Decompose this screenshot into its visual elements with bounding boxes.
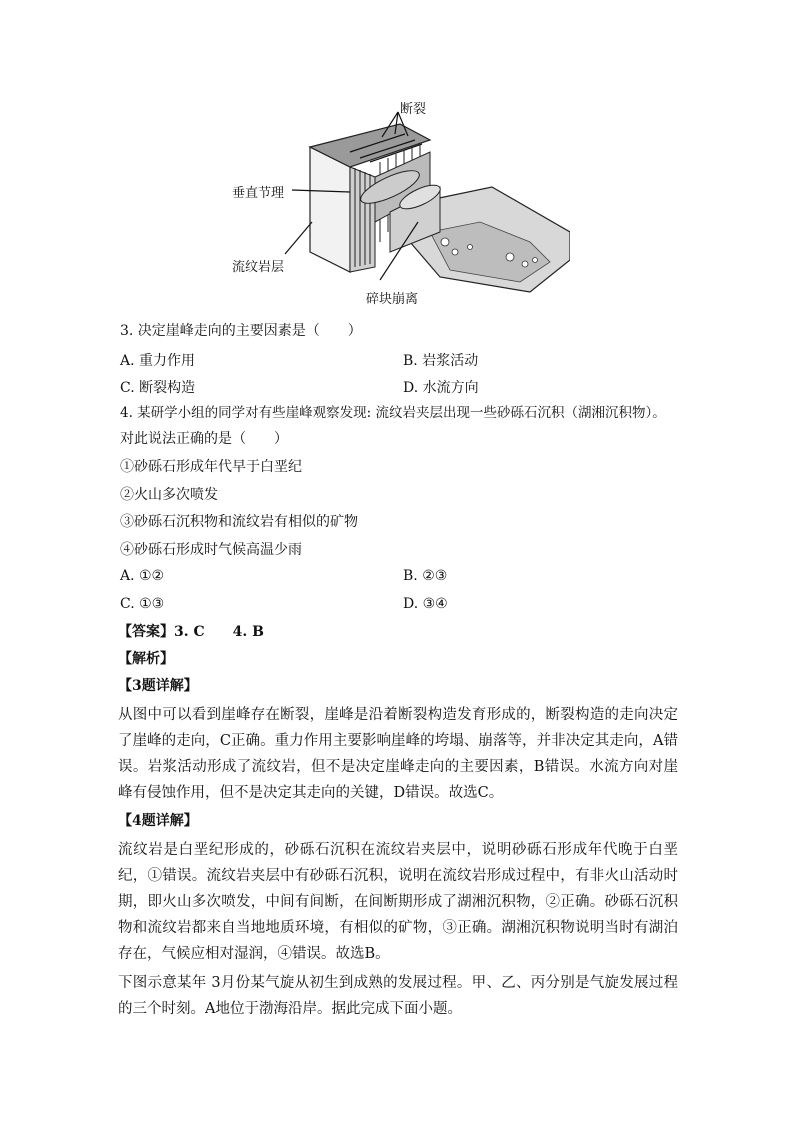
q4-option-c: C. ①③: [120, 596, 165, 612]
question-3-options-row-1: [120, 350, 680, 370]
q3-option-b: B. 岩浆活动: [403, 353, 479, 369]
q4-option-d: D. ③④: [403, 596, 448, 612]
q4-statement-4: ④砂砾石形成时气候高温少雨: [120, 542, 302, 558]
q4-option-b: B. ②③: [403, 568, 448, 584]
q4-detail-heading: 【4题详解】: [118, 813, 198, 829]
q4-statement-3: ③砂砾石沉积物和流纹岩有相似的矿物: [120, 514, 358, 530]
q3-detail-heading: 【3题详解】: [118, 678, 198, 694]
q3-detail-paragraph: 从图中可以看到崖峰存在断裂，崖峰是沿着断裂构造发育形成的，断裂构造的走向决定了崖峰的走向，C正确。重力作用主要影响崖峰的垮塌、崩落等，并非决定其走向，A错误。岩浆活动形成了流纹岩，但不是决定崖峰走向的主要因素，B错误。水流方向对崖峰有侵蚀作用，但不是决定其走向的关键，D错误。故选C。: [118, 707, 678, 801]
analysis-heading: 【解析】: [118, 651, 174, 667]
next-question-intro: [118, 970, 678, 1022]
q4-statement-2: ②火山多次喷发: [120, 487, 218, 503]
q3-option-a: A. 重力作用: [120, 353, 196, 369]
label-rhyolite-layer: 流纹岩层: [232, 260, 285, 275]
question-4-stem-line-2: 对此说法正确的是（ ）: [120, 431, 288, 447]
question-4-options-row-2: [120, 596, 680, 616]
q4-option-a: A. ①②: [120, 568, 165, 584]
q3-option-d: D. 水流方向: [403, 380, 479, 396]
block-diagram-illustration: [230, 92, 570, 314]
q3-detail-text: [118, 702, 678, 806]
q3-option-c: C. 断裂构造: [120, 380, 196, 396]
label-fault: 断裂: [400, 102, 427, 117]
q4-statement-1: ①砂砾石形成年代早于白垩纪: [120, 459, 302, 475]
question-3-stem: 3. 决定崖峰走向的主要因素是（ ）: [120, 323, 362, 339]
q4-detail-text: [118, 837, 678, 967]
question-4-options-row-1: [120, 568, 680, 588]
q4-detail-paragraph: 流纹岩是白垩纪形成的，砂砾石沉积在流纹岩夹层中，说明砂砾石形成年代晚于白垩纪，①错误。流纹岩夹层中有砂砾石沉积，说明在流纹岩形成过程中，有非火山活动时期，即火山多次喷发，中间有间断，在间断期形成了湖湘沉积物，②正确。砂砾石沉积物和流纹岩都来自当地地质环境，有相似的矿物，③正确。湖湘沉积物说明当时有湖泊存在，气候应相对湿润，④错误。故选B。: [118, 842, 678, 962]
question-3-options-row-2: [120, 377, 680, 397]
question-4-stem-line-1: 4. 某研学小组的同学对有些崖峰观察发现: 流纹岩夹层出现一些砂砾石沉积（湖湘沉积物）。: [120, 405, 666, 421]
label-vertical-joint: 垂直节理: [232, 186, 285, 201]
label-rockfall: 碎块崩离: [366, 292, 419, 307]
geology-block-diagram: [230, 92, 570, 314]
next-intro-paragraph: 下图示意某年 3月份某气旋从初生到成熟的发展过程。甲、乙、丙分别是气旋发展过程的三个时刻。A地位于渤海沿岸。据此完成下面小题。: [118, 975, 678, 1017]
answer-line: 【答案】3. C 4. B: [118, 624, 264, 640]
